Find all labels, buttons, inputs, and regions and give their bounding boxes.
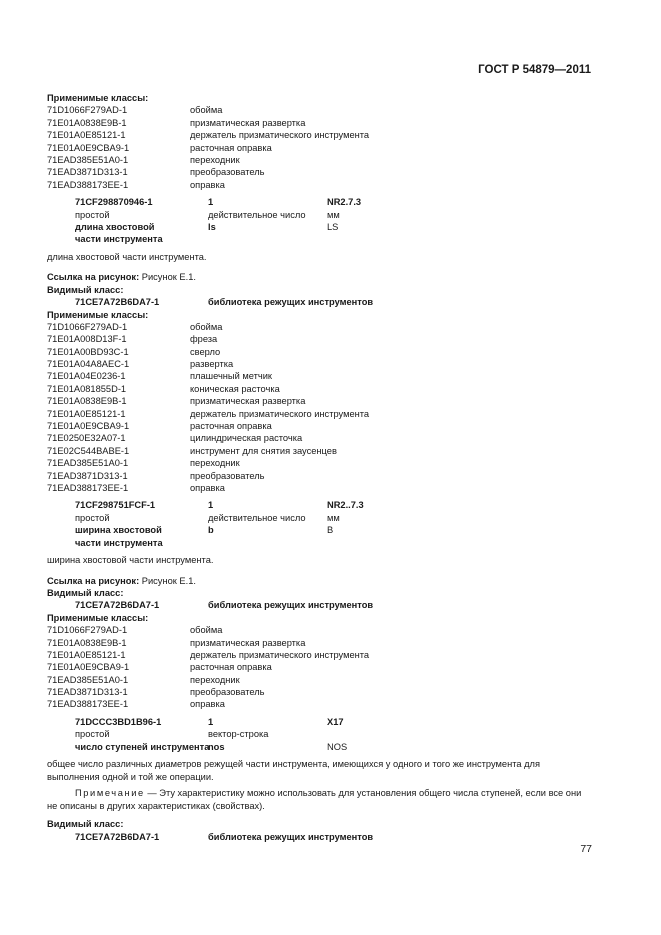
class-name: оправка bbox=[190, 699, 225, 710]
class-code: 71EAD3871D313-1 bbox=[47, 470, 128, 481]
class-code: 71E01A008D13F-1 bbox=[47, 334, 127, 345]
class-code: 71EAD388173EE-1 bbox=[47, 699, 129, 710]
class-name: оправка bbox=[190, 482, 225, 493]
class-name: преобразователь bbox=[190, 167, 265, 178]
property-kind: простой bbox=[75, 512, 110, 523]
class-row bbox=[47, 649, 592, 661]
class-row bbox=[47, 179, 592, 191]
property-name-cont: части инструмента bbox=[75, 537, 163, 548]
class-list bbox=[47, 321, 592, 494]
applicable-classes-label: Применимые классы: bbox=[47, 93, 149, 103]
class-code: 71E01A0E85121-1 bbox=[47, 649, 126, 660]
property-name-cont: части инструмента bbox=[75, 234, 163, 245]
property-block bbox=[47, 499, 592, 549]
class-row bbox=[47, 154, 592, 166]
visible-class: 71CE7A72B6DA7-1 библиотека режущих инструментов bbox=[75, 297, 374, 308]
class-code: 71E0250E32A07-1 bbox=[47, 433, 126, 444]
class-row bbox=[47, 395, 592, 407]
property-id: 71CF298751FCF-1 bbox=[75, 500, 156, 511]
class-name: призматическая развертка bbox=[190, 117, 306, 128]
applicable-classes-label: Применимые классы: bbox=[47, 612, 149, 623]
class-name: призматическая развертка bbox=[190, 396, 306, 407]
class-code: 71D1066F279AD-1 bbox=[47, 321, 128, 332]
property-block bbox=[47, 196, 592, 246]
class-code: 71E01A0838E9B-1 bbox=[47, 117, 127, 128]
class-name: расточная оправка bbox=[190, 662, 272, 673]
property-datatype: действительное число bbox=[208, 209, 306, 220]
class-name: обойма bbox=[190, 105, 223, 116]
class-row bbox=[47, 432, 592, 444]
class-row bbox=[47, 142, 592, 154]
property-id: 71CF298870946-1 bbox=[75, 197, 153, 208]
class-row bbox=[47, 166, 592, 178]
class-row bbox=[47, 674, 592, 686]
class-name: развертка bbox=[190, 359, 234, 370]
class-code: 71E02C544BABE-1 bbox=[47, 445, 130, 456]
document-content bbox=[47, 92, 592, 843]
note-text: — Эту характеристику можно использовать для установления общего числа ступеней, если все они не описаны в других характеристиках (свойствах). bbox=[47, 788, 582, 811]
class-row bbox=[47, 698, 592, 710]
property-definition: ширина хвостовой части инструмента. bbox=[47, 554, 214, 565]
class-code: 71EAD385E51A0-1 bbox=[47, 458, 129, 469]
class-code: 71E01A0E85121-1 bbox=[47, 130, 126, 141]
class-name: фреза bbox=[190, 334, 218, 345]
property-id: 71DCCC3BD1B96-1 bbox=[75, 716, 162, 727]
class-row bbox=[47, 420, 592, 432]
class-code: 71D1066F279AD-1 bbox=[47, 625, 128, 636]
applicable-classes-label: Применимые классы: bbox=[47, 309, 149, 320]
property-unit: мм bbox=[327, 512, 340, 523]
class-code: 71E01A00BD93C-1 bbox=[47, 346, 129, 357]
class-row bbox=[47, 358, 592, 370]
property-version: 1 bbox=[208, 197, 214, 208]
class-row bbox=[47, 370, 592, 382]
property-name: длина хвостовой bbox=[75, 221, 155, 232]
class-name: расточная оправка bbox=[190, 142, 272, 153]
note-label: Примечание bbox=[75, 788, 145, 799]
class-name: переходник bbox=[190, 154, 240, 165]
class-list bbox=[47, 624, 592, 711]
class-row bbox=[47, 637, 592, 649]
class-code: 71E01A0838E9B-1 bbox=[47, 396, 127, 407]
class-name: преобразователь bbox=[190, 470, 265, 481]
class-row bbox=[47, 470, 592, 482]
class-name: держатель призматического инструмента bbox=[190, 649, 370, 660]
class-row bbox=[47, 408, 592, 420]
class-code: 71E01A0E9CBA9-1 bbox=[47, 421, 130, 432]
class-name: переходник bbox=[190, 458, 240, 469]
property-unit-code: B bbox=[327, 525, 334, 536]
figure-ref: Ссылка на рисунок: Рисунок Е.1. bbox=[47, 272, 196, 283]
class-code: 71E01A0838E9B-1 bbox=[47, 637, 127, 648]
class-row bbox=[47, 117, 592, 129]
class-code: 71EAD385E51A0-1 bbox=[47, 674, 129, 685]
class-row bbox=[47, 457, 592, 469]
property-name: число ступеней инструмента bbox=[75, 741, 210, 752]
property-kind: простой bbox=[75, 209, 110, 220]
property-kind: простой bbox=[75, 729, 110, 740]
property-symbol: b bbox=[208, 525, 214, 536]
property-block bbox=[47, 716, 592, 753]
property-ref: NR2..7.3 bbox=[327, 500, 364, 511]
class-code: 71EAD385E51A0-1 bbox=[47, 154, 129, 165]
class-name: обойма bbox=[190, 625, 223, 636]
class-row bbox=[47, 482, 592, 494]
class-name: коническая расточка bbox=[190, 383, 280, 394]
property-symbol: nos bbox=[208, 741, 225, 752]
class-code: 71EAD388173EE-1 bbox=[47, 482, 129, 493]
class-row bbox=[47, 445, 592, 457]
property-symbol: ls bbox=[208, 221, 216, 232]
class-row bbox=[47, 686, 592, 698]
class-name: призматическая развертка bbox=[190, 637, 306, 648]
property-ref: NR2.7.3 bbox=[327, 197, 362, 208]
property-version: 1 bbox=[208, 716, 214, 727]
class-code: 71E01A04E0236-1 bbox=[47, 371, 126, 382]
class-name: держатель призматического инструмента bbox=[190, 408, 370, 419]
class-name: переходник bbox=[190, 674, 240, 685]
class-code: 71EAD3871D313-1 bbox=[47, 167, 128, 178]
property-unit-code: LS bbox=[327, 221, 339, 232]
class-row bbox=[47, 661, 592, 673]
class-name: преобразователь bbox=[190, 687, 265, 698]
visible-class-label: Видимый класс: bbox=[47, 819, 124, 830]
standard-header: ГОСТ Р 54879—2011 bbox=[478, 64, 591, 76]
class-row bbox=[47, 104, 592, 116]
figure-ref: Ссылка на рисунок: Рисунок Е.1. bbox=[47, 575, 196, 586]
class-row bbox=[47, 333, 592, 345]
class-row bbox=[47, 129, 592, 141]
class-code: 71D1066F279AD-1 bbox=[47, 105, 128, 116]
property-definition: длина хвостовой части инструмента. bbox=[47, 251, 207, 262]
class-code: 71E01A0E9CBA9-1 bbox=[47, 142, 130, 153]
property-version: 1 bbox=[208, 500, 214, 511]
property-definition: общее число различных диаметров режущей части инструмента, имеющихся у одного и того же инструмента для выполнения одной и той же операции. bbox=[47, 759, 541, 782]
class-list bbox=[47, 104, 592, 191]
note bbox=[47, 787, 592, 812]
class-row bbox=[47, 321, 592, 333]
class-name: обойма bbox=[190, 321, 223, 332]
class-name: инструмент для снятия заусенцев bbox=[190, 445, 337, 456]
class-row bbox=[47, 624, 592, 636]
class-code: 71EAD3871D313-1 bbox=[47, 687, 128, 698]
property-name: ширина хвостовой bbox=[75, 525, 162, 536]
class-code: 71E01A0E9CBA9-1 bbox=[47, 662, 130, 673]
class-code: 71E01A04A8AEC-1 bbox=[47, 359, 130, 370]
visible-class: 71CE7A72B6DA7-1 библиотека режущих инструментов bbox=[75, 831, 374, 842]
visible-class: 71CE7A72B6DA7-1 библиотека режущих инструментов bbox=[75, 600, 374, 611]
page-number: 77 bbox=[580, 843, 592, 855]
visible-class-label: Видимый класс: bbox=[47, 284, 124, 295]
class-row bbox=[47, 383, 592, 395]
class-code: 71E01A081855D-1 bbox=[47, 383, 127, 394]
class-name: цилиндрическая расточка bbox=[190, 433, 303, 444]
class-code: 71EAD388173EE-1 bbox=[47, 179, 129, 190]
property-datatype: вектор-строка bbox=[208, 729, 269, 740]
class-name: оправка bbox=[190, 179, 225, 190]
class-name: расточная оправка bbox=[190, 421, 272, 432]
property-unit: мм bbox=[327, 209, 340, 220]
property-datatype: действительное число bbox=[208, 512, 306, 523]
visible-class-label: Видимый класс: bbox=[47, 587, 124, 598]
class-code: 71E01A0E85121-1 bbox=[47, 408, 126, 419]
class-row bbox=[47, 346, 592, 358]
property-ref: X17 bbox=[327, 716, 344, 727]
property-unit-code: NOS bbox=[327, 741, 348, 752]
class-name: сверло bbox=[190, 346, 221, 357]
class-name: плашечный метчик bbox=[190, 371, 273, 382]
class-name: держатель призматического инструмента bbox=[190, 130, 370, 141]
